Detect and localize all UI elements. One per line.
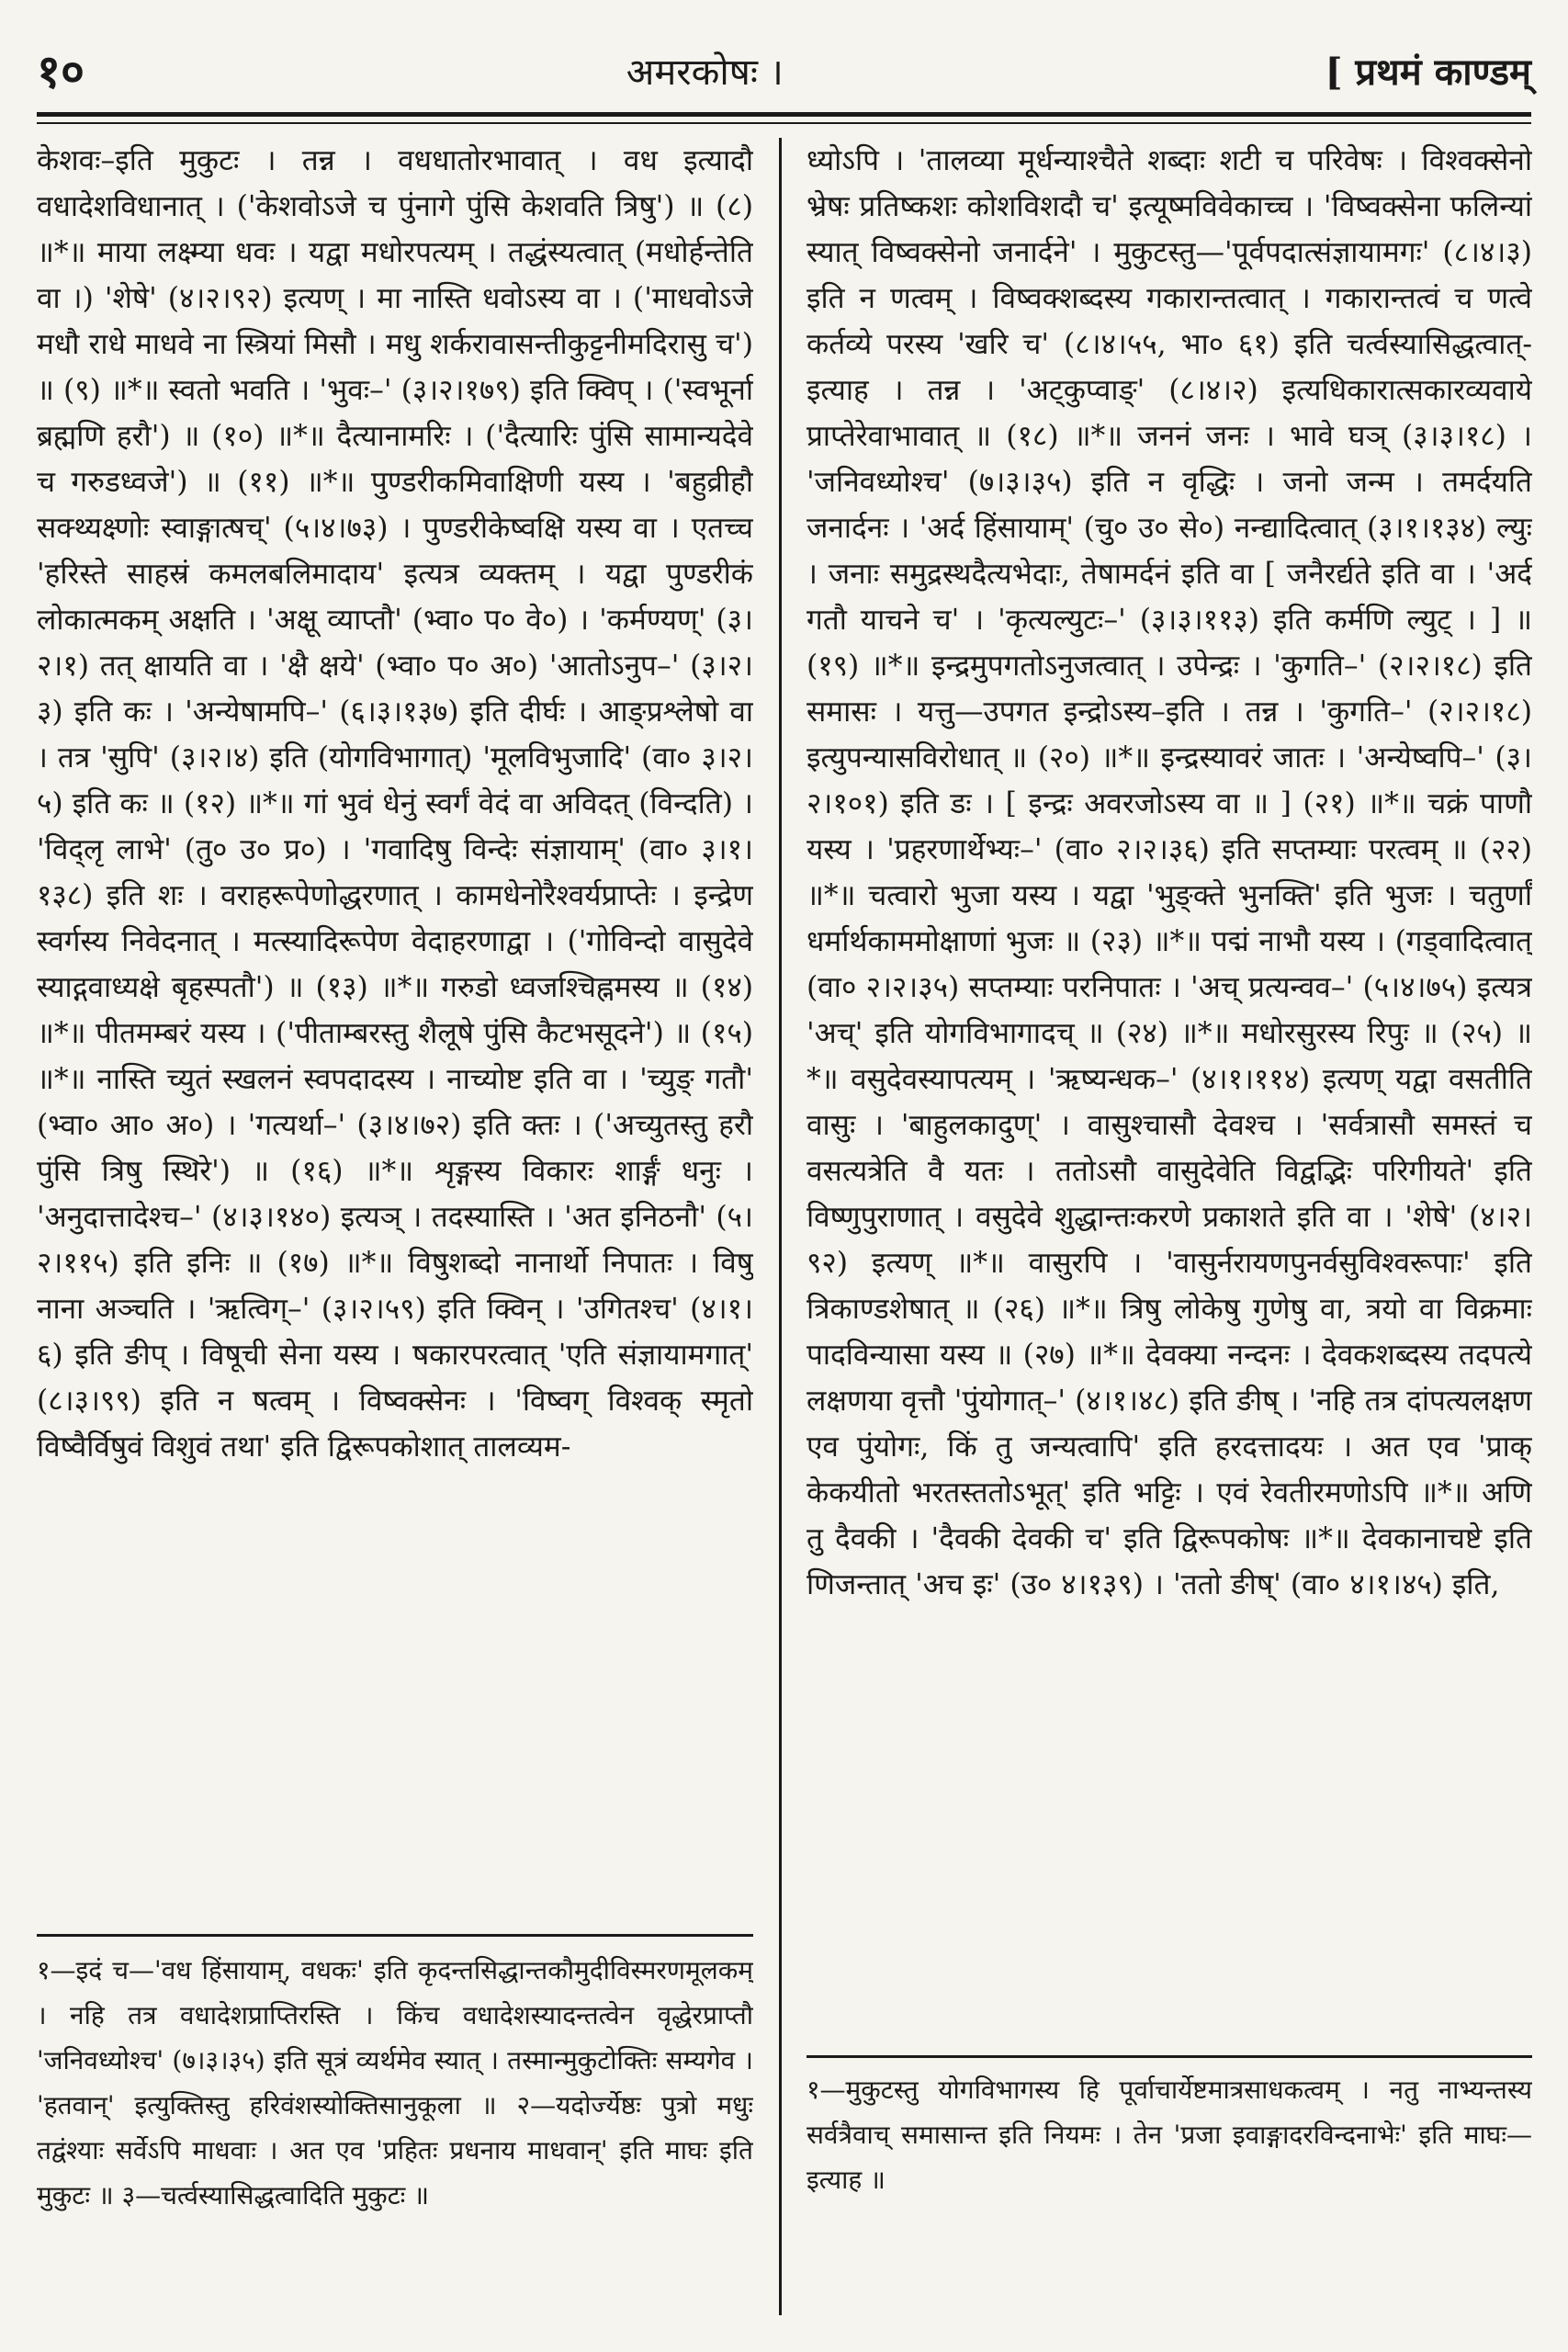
running-title: अमरकोषः । xyxy=(626,51,784,94)
header-rule-thin xyxy=(37,122,1531,124)
left-footnote-text: १—इदं च—'वध हिंसायाम्, वधकः' इति कृदन्तसिद्धान्तकौमुदीविस्मरणमूलकम् । नहि तत्र वधादेशप्राप्तिरस्ति । किंच वधादेशस्यादन्तत्वेन वृद्धेरप्राप्तौ 'जनिवध्योश्च' (७।३।३५) इति सूत्रं व्यर्थमेव स्यात् । तस्मान्मुकुटोक्तिः सम्यगेव । 'हतवान्' इत्युक्तिस्तु हरिवंशस्योक्तिसानुकूला ॥ २—यदोर्ज्येष्ठः पुत्रो मधुः तद्वंश्याः सर्वेऽपि माधवाः । अत एव 'प्रहितः प्रधनाय माधवान्' इति माघः इति मुकुटः ॥ ३—चर्त्वस्यासिद्धत्वादिति मुकुटः ॥ xyxy=(37,1955,753,2211)
column-divider xyxy=(779,138,782,2315)
header-rule-thick xyxy=(37,112,1531,117)
left-column-text: केशवः–इति मुकुटः । तन्न । वधधातोरभावात् । वध इत्यादौ वधादेशविधानात् । ('केशवोऽजे च पुंनागे पुंसि केशवति त्रिषु') ॥ (८) ॥*॥ माया लक्ष्म्या धवः । यद्वा मधोरपत्यम् । तद्धंस्यत्वात् (मधोर्हन्तेति वा ।) 'शेषे' (४।२।९२) इत्यण् । मा नास्ति धवोऽस्य वा । ('माधवोऽजे मधौ राधे माधवे ना स्त्रियां मिसौ । मधु शर्करावासन्तीकुट्टनीमदिरासु च') ॥ (९) ॥*॥ स्वतो भवति । 'भुवः–' (३।२।१७९) इति क्विप् । ('स्वभूर्ना ब्रह्मणि हरौ') ॥ (१०) ॥*॥ दैत्यानामरिः । ('दैत्यारिः पुंसि सामान्यदेवे च गरुडध्वजे') ॥ (११) ॥*॥ पुण्डरीकमिवाक्षिणी यस्य । 'बहुव्रीहौ सक्थ्यक्ष्णोः स्वाङ्गात्षच्' (५।४।७३) । पुण्डरीकेष्वक्षि यस्य वा । एतच्च 'हरिस्ते साहस्रं कमलबलिमादाय' इत्यत्र व्यक्तम् । यद्वा पुण्डरीकं लोकात्मकम् अक्षति । 'अक्षू व्याप्तौ' (भ्वा० प० वे०) । 'कर्मण्यण्' (३।२।१) तत् क्षायति वा । 'क्षै क्षये' (भ्वा० प० अ०) 'आतोऽनुप–' (३।२।३) इति कः । 'अन्येषामपि–' (६।३।१३७) इति दीर्घः । आङ्प्रश्लेषो वा । तत्र 'सुपि' (३।२।४) इति (योगविभागात्) 'मूलविभुजादि' (वा० ३।२।५) इति कः ॥ (१२) ॥*॥ गां भुवं धेनुं स्वर्गं वेदं वा अविदत् (विन्दति) । 'विद्लृ लाभे' (तु० उ० प्र०) । 'गवादिषु विन्देः संज्ञायाम्' (वा० ३।१।१३८) इति शः । वराहरूपेणोद्धरणात् । कामधेनोरैश्वर्यप्राप्तेः । इन्द्रेण स्वर्गस्य निवेदनात् । मत्स्यादिरूपेण वेदाहरणाद्वा । ('गोविन्दो वासुदेवे स्याद्गवाध्यक्षे बृहस्पतौ') ॥ (१३) ॥*॥ गरुडो ध्वजश्चिह्नमस्य ॥ (१४) ॥*॥ पीतमम्बरं यस्य । ('पीताम्बरस्तु शैलूषे पुंसि कैटभसूदने') ॥ (१५) ॥*॥ नास्ति च्युतं स्खलनं स्वपदादस्य । नाच्योष्ट इति वा । 'च्युङ् गतौ' (भ्वा० आ० अ०) । 'गत्यर्था–' (३।४।७२) इति क्तः । ('अच्युतस्तु हरौ पुंसि त्रिषु स्थिरे') ॥ (१६) ॥*॥ शृङ्गस्य विकारः शार्ङ्गं धनुः । 'अनुदात्तादेश्च–' (४।३।१४०) इत्यञ् । तदस्यास्ति । 'अत इनिठनौ' (५।२।११५) इति इनिः ॥ (१७) ॥*॥ विषुशब्दो नानार्थो निपातः । विषु नाना अञ्चति । 'ऋत्विग्–' (३।२।५९) इति क्विन् । 'उगितश्च' (४।१।६) इति ङीप् । विषूची सेना यस्य । षकारपरत्वात् 'एति संज्ञायामगात्' (८।३।९९) इति न षत्वम् । विष्वक्सेनः । 'विष्वग् विश्वक् स्मृतो विष्वैर्विषुवं विशुवं तथा' इति द्विरूपकोशात् तालव्यम- xyxy=(37,144,753,1464)
right-footnote-rule xyxy=(807,2055,1532,2058)
right-column xyxy=(807,138,1532,2049)
right-column-text: ध्योऽपि । 'तालव्या मूर्धन्याश्चैते शब्दाः शटी च परिवेषः । विश्वक्सेनो भ्रेषः प्रतिष्कशः कोशविशदौ च' इत्यूष्मविवेकाच्च । 'विष्वक्सेना फलिन्यां स्यात् विष्वक्सेनो जनार्दने' । मुकुटस्तु—'पूर्वपदात्संज्ञायामगः' (८।४।३) इति न णत्वम् । विष्वक्शब्दस्य गकारान्तत्वात् । गकारान्तत्वं च णत्वे कर्तव्ये परस्य 'खरि च' (८।४।५५, भा० ६१) इति चर्त्वस्यासिद्धत्वात्-इत्याह । तन्न । 'अट्कुप्वाङ्' (८।४।२) इत्यधिकारात्सकारव्यवाये प्राप्तेरेवाभावात् ॥ (१८) ॥*॥ जननं जनः । भावे घञ् (३।३।१८) । 'जनिवध्योश्च' (७।३।३५) इति न वृद्धिः । जनो जन्म । तमर्दयति जनार्दनः । 'अर्द हिंसायाम्' (चु० उ० से०) नन्द्यादित्वात् (३।१।१३४) ल्युः । जनाः समुद्रस्थदैत्यभेदाः, तेषामर्दनं इति वा [ जनैरर्द्यते इति वा । 'अर्द गतौ याचने च' । 'कृत्यल्युटः–' (३।३।११३) इति कर्मणि ल्युट् । ] ॥ (१९) ॥*॥ इन्द्रमुपगतोऽनुजत्वात् । उपेन्द्रः । 'कुगति–' (२।२।१८) इति समासः । यत्तु—उपगत इन्द्रोऽस्य–इति । तन्न । 'कुगति–' (२।२।१८) इत्युपन्यासविरोधात् ॥ (२०) ॥*॥ इन्द्रस्यावरं जातः । 'अन्येष्वपि–' (३।२।१०१) इति डः । [ इन्द्रः अवरजोऽस्य वा ॥ ] (२१) ॥*॥ चक्रं पाणौ यस्य । 'प्रहरणार्थेभ्यः–' (वा० २।२।३६) इति सप्तम्याः परत्वम् ॥ (२२) ॥*॥ चत्वारो भुजा यस्य । यद्वा 'भुङ्क्ते भुनक्ति' इति भुजः । चतुर्णां धर्मार्थकाममोक्षाणां भुजः ॥ (२३) ॥*॥ पद्मं नाभौ यस्य । (गड्वादित्वात् (वा० २।२।३५) सप्तम्याः परनिपातः । 'अच् प्रत्यन्वव–' (५।४।७५) इत्यत्र 'अच्' इति योगविभागादच् ॥ (२४) ॥*॥ मधोरसुरस्य रिपुः ॥ (२५) ॥*॥ वसुदेवस्यापत्यम् । 'ऋष्यन्धक–' (४।१।११४) इत्यण् यद्वा वसतीति वासुः । 'बाहुलकादुण्' । वासुश्चासौ देवश्च । 'सर्वत्रासौ समस्तं च वसत्यत्रेति वै यतः । ततोऽसौ वासुदेवेति विद्वद्भिः परिगीयते' इति विष्णुपुराणात् । वसुदेवे शुद्धान्तःकरणे प्रकाशते इति वा । 'शेषे' (४।२।९२) इत्यण् ॥*॥ वासुरपि । 'वासुर्नरायणपुनर्वसुविश्वरूपाः' इति त्रिकाण्डशेषात् ॥ (२६) ॥*॥ त्रिषु लोकेषु गुणेषु वा, त्रयो वा विक्रमाः पादविन्यासा यस्य ॥ (२७) ॥*॥ देवक्या नन्दनः । देवकशब्दस्य तदपत्ये लक्षणया वृत्तौ 'पुंयोगात्–' (४।१।४८) इति ङीष् । 'नहि तत्र दांपत्यलक्षण एव पुंयोगः, किं तु जन्यत्वापि' इति हरदत्तादयः । अत एव 'प्राक् केकयीतो भरतस्ततोऽभूत्' इति भट्टिः । एवं रेवतीरमणोऽपि ॥*॥ अणि तु दैवकी । 'दैवकी देवकी च' इति द्विरूपकोषः ॥*॥ देवकानाचष्टे इति णिजन्तात् 'अच इः' (उ० ४।१३९) । 'ततो ङीष्' (वा० ४।१।४५) इति, xyxy=(807,144,1532,1601)
right-footnotes xyxy=(807,2067,1532,2334)
left-footnotes xyxy=(37,1948,753,2334)
right-footnote-text: १—मुकुटस्तु योगविभागस्य हि पूर्वाचार्येष्टमात्रसाधकत्वम् । नतु नाभ्यन्तस्य सर्वत्रैवाच् समासान्त इति नियमः । तेन 'प्रजा इवाङ्गादरविन्दनाभेः' इति माघः—इत्याह ॥ xyxy=(807,2075,1532,2195)
page-header xyxy=(37,33,1531,107)
left-footnote-rule xyxy=(37,1934,753,1937)
page-number: १० xyxy=(37,44,85,98)
section-title: [ प्रथमं काण्डम् xyxy=(1325,50,1531,94)
left-column xyxy=(37,138,753,1929)
